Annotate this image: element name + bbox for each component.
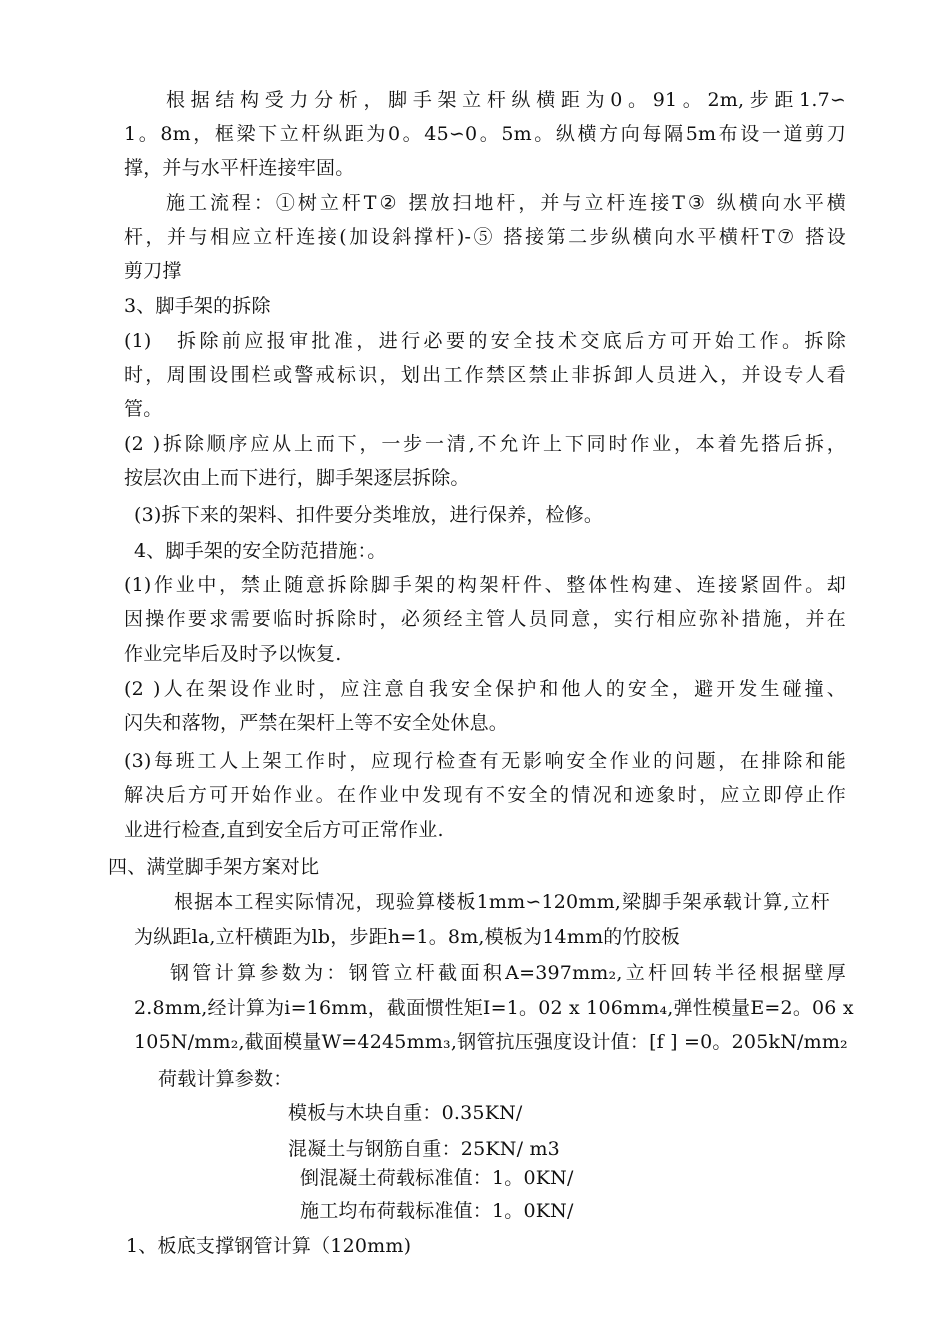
paragraph-line: 管。 [124,398,163,420]
paragraph-line: 因操作要求需要临时拆除时，必须经主管人员同意，实行相应弥补措施，并在 [124,608,846,630]
section-heading: 4、脚手架的安全防范措施：。 [134,540,387,562]
paragraph-line: (2 )拆除顺序应从上而下，一步一清,不允许上下同时作业，本着先搭后拆， [124,433,846,455]
paragraph-line: 钢管计算参数为：钢管立杆截面积A=397mm₂,立杆回转半径根据壁厚 [170,962,846,984]
section-heading: 3、脚手架的拆除 [124,295,271,317]
paragraph-line: 撑，并与水平杆连接牢固。 [124,157,355,179]
paragraph-line: (2 )人在架设作业时，应注意自我安全保护和他人的安全，避开发生碰撞、 [124,678,846,700]
load-param-line: 倒混凝土荷载标准值：1。0KN/ [300,1167,574,1189]
paragraph-line: 闪失和落物，严禁在架杆上等不安全处休息。 [124,712,509,734]
section-heading: 1、板底支撑钢管计算（120mm) [126,1235,412,1257]
paragraph-line: 杆，并与相应立杆连接(加设斜撑杆)-⑤ 搭接第二步纵横向水平横杆T⑦ 搭设 [124,226,846,248]
paragraph-line: 105N/mm₂,截面模量W=4245mm₃,钢管抗压强度设计值：[f ] =0。205kN/mm₂ [134,1031,848,1053]
paragraph-line: 根据结构受力分析，脚手架立杆纵横距为0。91。2m,步距1.7∽ [166,89,846,111]
paragraph-line: 为纵距la,立杆横距为lb，步距h=1。8m,模板为14mm的竹胶板 [134,926,681,948]
load-param-line: 施工均布荷载标准值：1。0KN/ [300,1200,574,1222]
load-param-line: 模板与木块自重：0.35KN/ [288,1102,523,1124]
paragraph-line: 解决后方可开始作业。在作业中发现有不安全的情况和迹象时，应立即停止作 [124,784,846,806]
paragraph-line: 业进行检查,直到安全后方可正常作业. [124,819,444,841]
paragraph-line: (3)每班工人上架工作时，应现行检查有无影响安全作业的问题，在排除和能 [124,750,846,772]
paragraph-line: 施工流程：①树立杆T② 摆放扫地杆，并与立杆连接T③ 纵横向水平横 [166,192,846,214]
paragraph-line: 作业完毕后及时予以恢复. [124,643,342,665]
paragraph-line: (1) 拆除前应报审批准，进行必要的安全技术交底后方可开始工作。拆除 [124,330,846,352]
section-heading: 四、满堂脚手架方案对比 [108,856,320,878]
paragraph-line: 根据本工程实际情况，现验算楼板1mm∽120mm,梁脚手架承载计算,立杆 [174,891,830,913]
load-param-line: 混凝土与钢筋自重：25KN/ m3 [288,1138,560,1160]
paragraph-line: 剪刀撑 [124,260,182,282]
paragraph-line: (1)作业中，禁止随意拆除脚手架的构架杆件、整体性构建、连接紧固件。却 [124,574,846,596]
paragraph-line: 时，周围设围栏或警戒标识，划出工作禁区禁止非拆卸人员进入，并设专人看 [124,364,846,386]
paragraph-line: (3)拆下来的架料、扣件要分类堆放，进行保养，检修。 [134,504,604,526]
paragraph-line: 按层次由上而下进行，脚手架逐层拆除。 [124,467,470,489]
paragraph-line: 2.8mm,经计算为i=16mm，截面惯性矩I=1。02 x 106mm₄,弹性模量E=2。06 x [134,997,854,1019]
paragraph-line: 1。8m，框梁下立杆纵距为0。45∽0。5m。纵横方向每隔5m布设一道剪刀 [124,123,846,145]
paragraph-line: 荷载计算参数： [158,1068,293,1090]
